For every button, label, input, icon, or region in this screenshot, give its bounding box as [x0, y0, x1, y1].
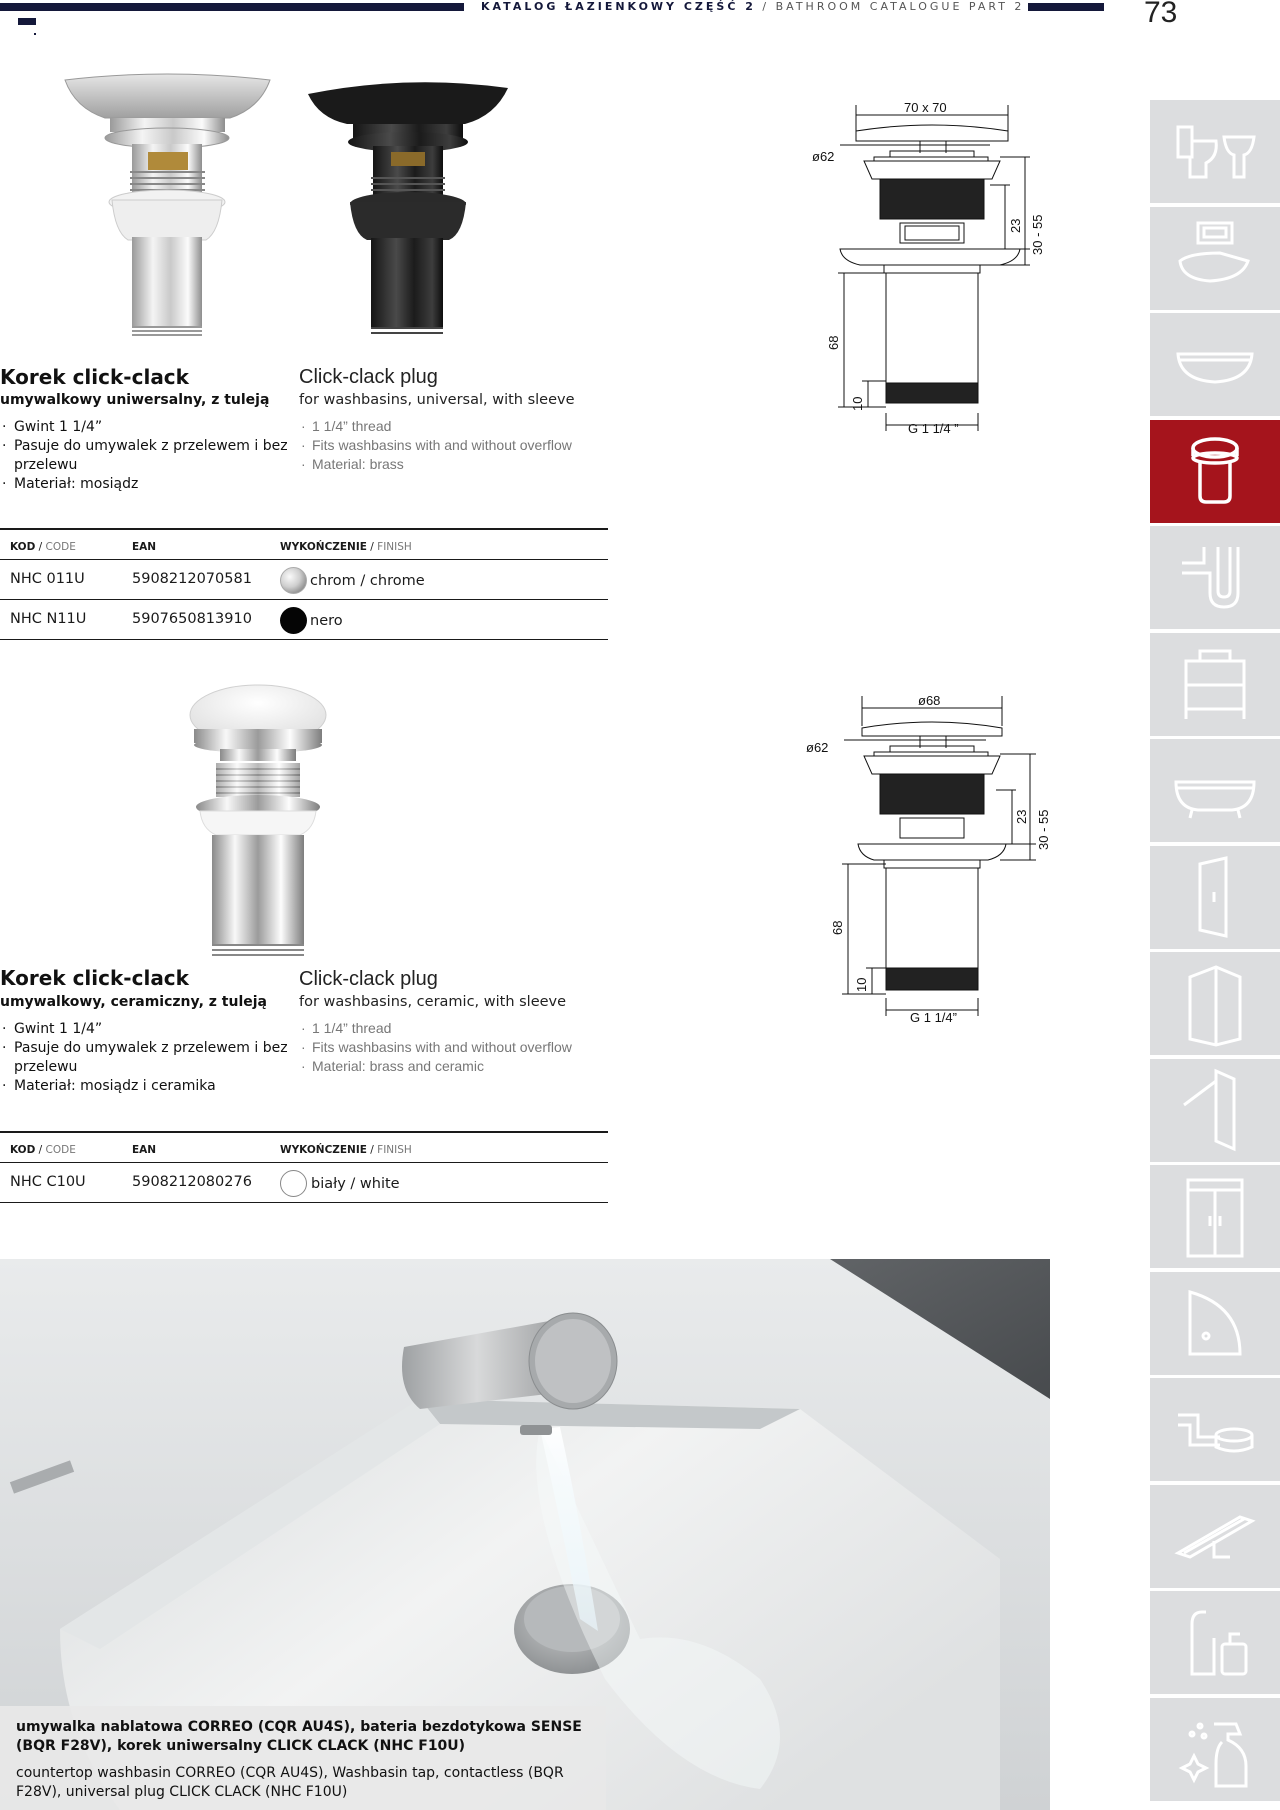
dim-length: 68 [826, 335, 841, 350]
table-row [0, 1163, 608, 1203]
shower-cabin-icon [1170, 959, 1260, 1049]
dim-thread: G 1 1/4” [910, 1010, 957, 1025]
black-plug-photo [305, 80, 510, 342]
product1-title-en: Click-clack plug [299, 366, 438, 388]
header-mark [18, 18, 36, 25]
wall-hung-toilet-icon [1170, 213, 1260, 303]
white-swatch [280, 1170, 307, 1197]
col-code: KOD / CODE [10, 541, 76, 553]
feature-item: · Material: brass and ceramic [299, 1057, 619, 1076]
ean-cell: 5907650813910 [132, 611, 252, 627]
feature-item: · Materiał: mosiądz i ceramika [0, 1077, 290, 1096]
feature-item: · Fits washbasins with and without overflow [299, 436, 619, 455]
dim-length: 68 [830, 920, 845, 935]
sidebar-item-cabinets[interactable] [1150, 633, 1280, 736]
shower-enclosure-icon [1170, 1172, 1260, 1262]
product2-features-pl [0, 1020, 290, 1096]
dim-h2: 30 - 55 [1030, 214, 1045, 255]
bathtub-icon [1170, 746, 1260, 836]
col-finish: WYKOŃCZENIE / FINISH [280, 541, 412, 553]
feature-item: · Material: brass [299, 455, 619, 474]
sidebar-item-enclosures[interactable] [1150, 1165, 1280, 1268]
dim-h2: 30 - 55 [1036, 809, 1051, 850]
product1-title-pl: Korek click-clack [0, 365, 189, 389]
dim-thread-length: 10 [850, 396, 865, 411]
caption-en: countertop washbasin CORREO (CQR AU4S), Washbasin tap, contactless (BQR F28V), universal plug CLICK CLACK (NHC F10U) [16, 1765, 564, 1800]
ceramic-plug-photo [180, 683, 335, 961]
feature-item: · Pasuje do umywalek z przelewem i bez przelewu [0, 437, 290, 475]
col-finish: WYKOŃCZENIE / FINISH [280, 1144, 412, 1156]
finish-cell: chrom / chrome [310, 573, 425, 589]
feature-item: · Fits washbasins with and without overflow [299, 1038, 619, 1057]
product1-subtitle-pl: umywalkowy uniwersalny, z tuleją [0, 392, 270, 408]
product1-features-pl [0, 418, 290, 494]
code-cell: NHC C10U [10, 1174, 86, 1190]
sidebar-item-drains[interactable] [1150, 1485, 1280, 1588]
finish-cell: biały / white [311, 1176, 400, 1192]
header-bar-right [1028, 3, 1104, 11]
sidebar-item-toilets[interactable] [1150, 100, 1280, 203]
feature-item: · Gwint 1 1/4” [0, 418, 290, 437]
feature-item: · 1 1/4” thread [299, 417, 619, 436]
bath-siphon-icon [1170, 1385, 1260, 1475]
sidebar-item-bathtubs[interactable] [1150, 739, 1280, 842]
product2-technical-drawing [800, 690, 1060, 1030]
table-header [0, 528, 608, 560]
dim-h1: 23 [1008, 218, 1023, 233]
product1-table [0, 528, 608, 640]
sidebar-item-plugs[interactable] [1150, 420, 1280, 523]
dim-h1: 23 [1014, 809, 1029, 824]
finish-cell: nero [310, 613, 343, 629]
col-code: KOD / CODE [10, 1144, 76, 1156]
table-header [0, 1131, 608, 1163]
product1-subtitle-en: for washbasins, universal, with sleeve [299, 392, 575, 408]
plug-icon [1170, 426, 1260, 516]
product2-features-en [299, 1019, 619, 1076]
dim-thread-length: 10 [854, 977, 869, 992]
sidebar-item-shower-trays[interactable] [1150, 1272, 1280, 1375]
sidebar-item-washbasins[interactable] [1150, 313, 1280, 416]
vanity-cabinet-icon [1170, 639, 1260, 729]
dim-thread: G 1 1/4 ” [908, 421, 959, 436]
sidebar-item-shower-screens[interactable] [1150, 1059, 1280, 1162]
col-ean: EAN [132, 1144, 157, 1156]
feature-item: · Materiał: mosiądz [0, 475, 290, 494]
product2-subtitle-en: for washbasins, ceramic, with sleeve [299, 994, 567, 1010]
feature-item: · Pasuje do umywalek z przelewem i bez przelewu [0, 1039, 290, 1077]
product1-features-en [299, 417, 619, 474]
table-row [0, 560, 608, 600]
catalogue-title-separator: / [762, 0, 770, 13]
dim-diameter: ø62 [806, 740, 829, 755]
header-bar-left [0, 3, 464, 11]
nero-swatch [280, 607, 307, 634]
product2-table [0, 1131, 608, 1203]
washbasin-icon [1170, 320, 1260, 410]
dim-top: 70 x 70 [904, 100, 947, 115]
photo-caption [0, 1706, 606, 1810]
code-cell: NHC N11U [10, 611, 87, 627]
siphon-icon [1170, 533, 1260, 623]
catalogue-title [481, 0, 1024, 13]
product2-title-pl: Korek click-clack [0, 966, 189, 990]
catalogue-title-en: BATHROOM CATALOGUE PART 2 [775, 0, 1025, 13]
feature-item: · 1 1/4” thread [299, 1019, 619, 1038]
dim-top: ø68 [918, 693, 941, 708]
sidebar-item-siphons[interactable] [1150, 526, 1280, 629]
col-ean: EAN [132, 541, 157, 553]
accessories-icon [1170, 1598, 1260, 1688]
sidebar-item-cleaning[interactable] [1150, 1698, 1280, 1801]
shower-door-icon [1170, 852, 1260, 942]
chrome-swatch [280, 567, 307, 594]
header-dot [34, 33, 36, 35]
catalogue-title-pl: KATALOG ŁAZIENKOWY CZĘŚĆ 2 [481, 0, 756, 13]
linear-drain-icon [1170, 1491, 1260, 1581]
ean-cell: 5908212080276 [132, 1174, 252, 1190]
category-sidebar [1150, 100, 1280, 1804]
product1-technical-drawing [800, 95, 1060, 445]
caption-pl: umywalka nablatowa CORREO (CQR AU4S), bateria bezdotykowa SENSE (BQR F28V), korek uniwersalny CLICK CLACK (NHC F10U) [16, 1719, 582, 1754]
shower-screen-icon [1170, 1065, 1260, 1155]
feature-item: · Gwint 1 1/4” [0, 1020, 290, 1039]
sidebar-item-shower-cabins[interactable] [1150, 952, 1280, 1055]
product2-subtitle-pl: umywalkowy, ceramiczny, z tuleją [0, 994, 267, 1010]
product2-title-en: Click-clack plug [299, 968, 438, 990]
sidebar-item-shower-doors[interactable] [1150, 846, 1280, 949]
chrome-plug-photo [60, 72, 275, 342]
sidebar-item-wall-hung[interactable] [1150, 207, 1280, 310]
shower-tray-icon [1170, 1278, 1260, 1368]
cleaning-icon [1170, 1704, 1260, 1794]
ean-cell: 5908212070581 [132, 571, 252, 587]
page-number: 73 [1144, 0, 1178, 29]
table-row [0, 600, 608, 640]
sidebar-item-accessories[interactable] [1150, 1591, 1280, 1694]
sidebar-item-bath-siphons[interactable] [1150, 1378, 1280, 1481]
dim-diameter: ø62 [812, 149, 835, 164]
toilet-icon [1170, 107, 1260, 197]
code-cell: NHC 011U [10, 571, 85, 587]
